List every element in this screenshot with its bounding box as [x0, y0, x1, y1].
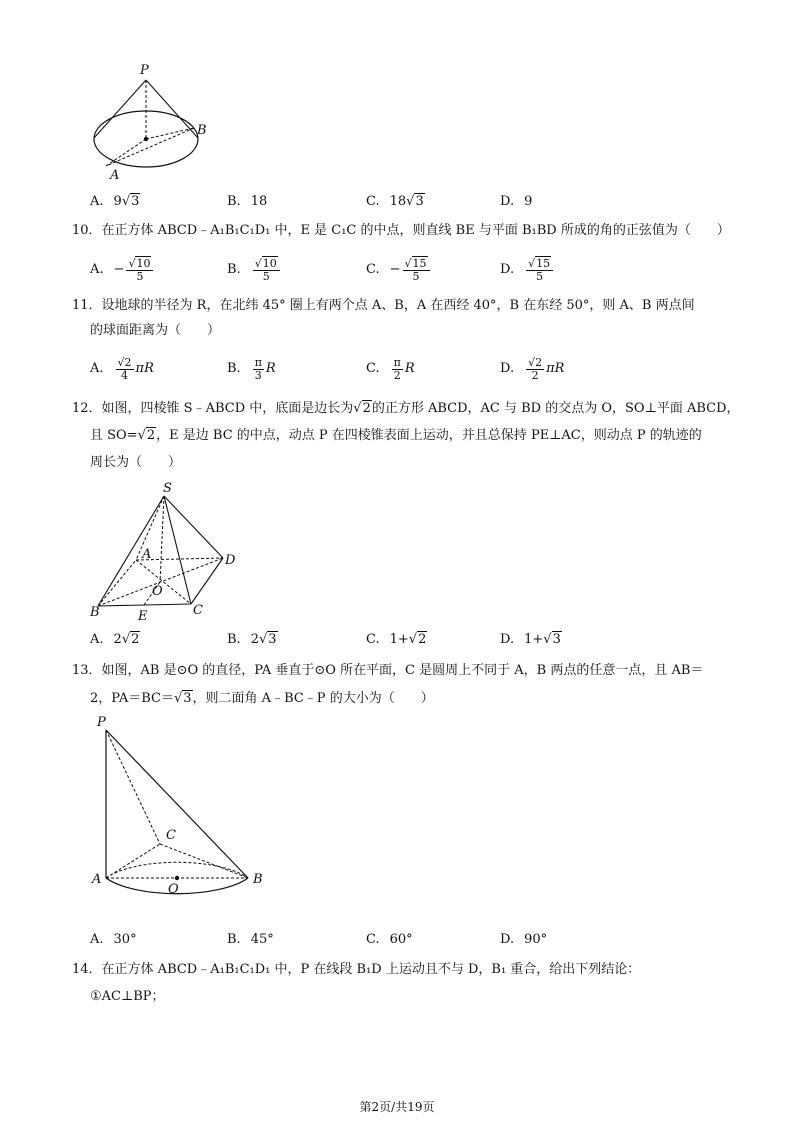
- q14-stem-line1: 14．在正方体 ABCD﹣A₁B₁C₁D₁ 中，P 在线段 B₁D 上运动且不与 D，B₁ 重合，给出下列结论：: [72, 962, 641, 977]
- q10-option-c[interactable]: C. − $\frac{√15}{5}$: [366, 254, 432, 286]
- question-12: [72, 395, 740, 476]
- q12-stem-line2: 且 SO=√2，E 是边 BC 的中点，动点 P 在四棱锥表面上运动，并且总保持 PE⊥AC，则动点 P 的轨迹的: [90, 428, 702, 443]
- cone-label-b: B: [197, 123, 207, 138]
- q11-stem-line1: 11．设地球的半径为 R，在北纬 45° 圈上有两个点 A、B，A 在西经 40°，B 在东经 50°，则 A、B 两点间: [72, 298, 695, 313]
- q11-option-b[interactable]: B. $\frac{\pi}{3}$ R: [227, 355, 276, 382]
- pyramid-label-a: A: [142, 547, 152, 562]
- q13-option-d[interactable]: D. 90°: [500, 932, 548, 947]
- q13-options: [90, 926, 650, 954]
- question-11: [72, 293, 732, 343]
- page-footer: 第2页/共19页: [359, 1100, 435, 1114]
- pyramid-label-s: S: [163, 481, 172, 496]
- q10-option-d[interactable]: D. $\frac{√15}{5}$: [500, 254, 555, 286]
- pyramid-label-d: D: [225, 553, 236, 568]
- q13-option-b[interactable]: B. 45°: [227, 932, 274, 947]
- q14-conclusion-1: ①AC⊥BP；: [90, 989, 165, 1004]
- pyramid-label-o: O: [152, 584, 163, 599]
- q9-option-c[interactable]: C. 18 √3: [366, 194, 424, 209]
- cone-figure: [88, 58, 218, 183]
- q11-option-c[interactable]: C. $\frac{\pi}{2}$ R: [366, 355, 415, 382]
- pyramid-figure: [88, 478, 248, 624]
- q9-option-b[interactable]: B. 18: [227, 194, 268, 209]
- q13-stem-line1: 13．如图，AB 是⊙O 的直径，PA 垂直于⊙O 所在平面，C 是圆周上不同于 A，B 两点的任意一点，且 AB＝: [72, 663, 704, 678]
- q13-figure: [90, 712, 270, 922]
- q13-option-a[interactable]: A. 30°: [90, 932, 137, 947]
- q12-option-a[interactable]: A. 2 √2: [90, 632, 140, 647]
- question-14: [72, 956, 732, 1010]
- q12-stem-line3: 周长为（ ）: [90, 455, 182, 470]
- q11-option-a[interactable]: A. $\frac{√2}{4}$ πR: [90, 355, 154, 382]
- q10-option-b[interactable]: B. $\frac{√10}{5}$: [227, 254, 282, 286]
- q9-option-a[interactable]: A. 9 √3: [90, 194, 140, 209]
- pyramid-label-e: E: [138, 609, 148, 624]
- q13-option-c[interactable]: C. 60°: [366, 932, 413, 947]
- cone-label-a: A: [110, 168, 120, 183]
- q9-option-d[interactable]: D. 9: [500, 194, 533, 209]
- cone-label-p: P: [140, 63, 149, 78]
- q13-label-o: O: [168, 882, 179, 897]
- question-13: [72, 657, 732, 713]
- q12-options: [90, 626, 650, 654]
- q11-option-d[interactable]: D. $\frac{√2}{2}$ πR: [500, 355, 565, 382]
- q10-option-a[interactable]: A. − $\frac{√10}{5}$: [90, 254, 155, 286]
- q12-stem-line1: 12．如图，四棱锥 S﹣ABCD 中，底面是边长为√2的正方形 ABCD，AC 与 BD 的交点为 O，SO⊥平面 ABCD，: [72, 401, 740, 416]
- q13-label-c: C: [166, 828, 176, 843]
- q13-label-p: P: [97, 715, 106, 730]
- q13-label-a: A: [92, 872, 102, 887]
- pyramid-label-c: C: [193, 603, 203, 618]
- q9-options: [90, 188, 650, 216]
- q10-options: [90, 254, 650, 286]
- q12-option-c[interactable]: C. 1+ √2: [366, 632, 427, 647]
- q12-option-b[interactable]: B. 2 √3: [227, 632, 277, 647]
- q11-stem-line2: 的球面距离为（ ）: [90, 323, 221, 338]
- question-10: [72, 218, 732, 243]
- q13-stem-line2: 2，PA＝BC＝√3，则二面角 A﹣BC﹣P 的大小为（ ）: [90, 691, 434, 706]
- q13-label-b: B: [253, 872, 263, 887]
- pyramid-label-b: B: [90, 605, 100, 620]
- q10-stem: 10．在正方体 ABCD﹣A₁B₁C₁D₁ 中，E 是 C₁C 的中点，则直线 BE 与平面 B₁BD 所成的角的正弦值为（ ）: [72, 223, 730, 238]
- q12-option-d[interactable]: D. 1+ √3: [500, 632, 561, 647]
- q11-options: [90, 353, 650, 385]
